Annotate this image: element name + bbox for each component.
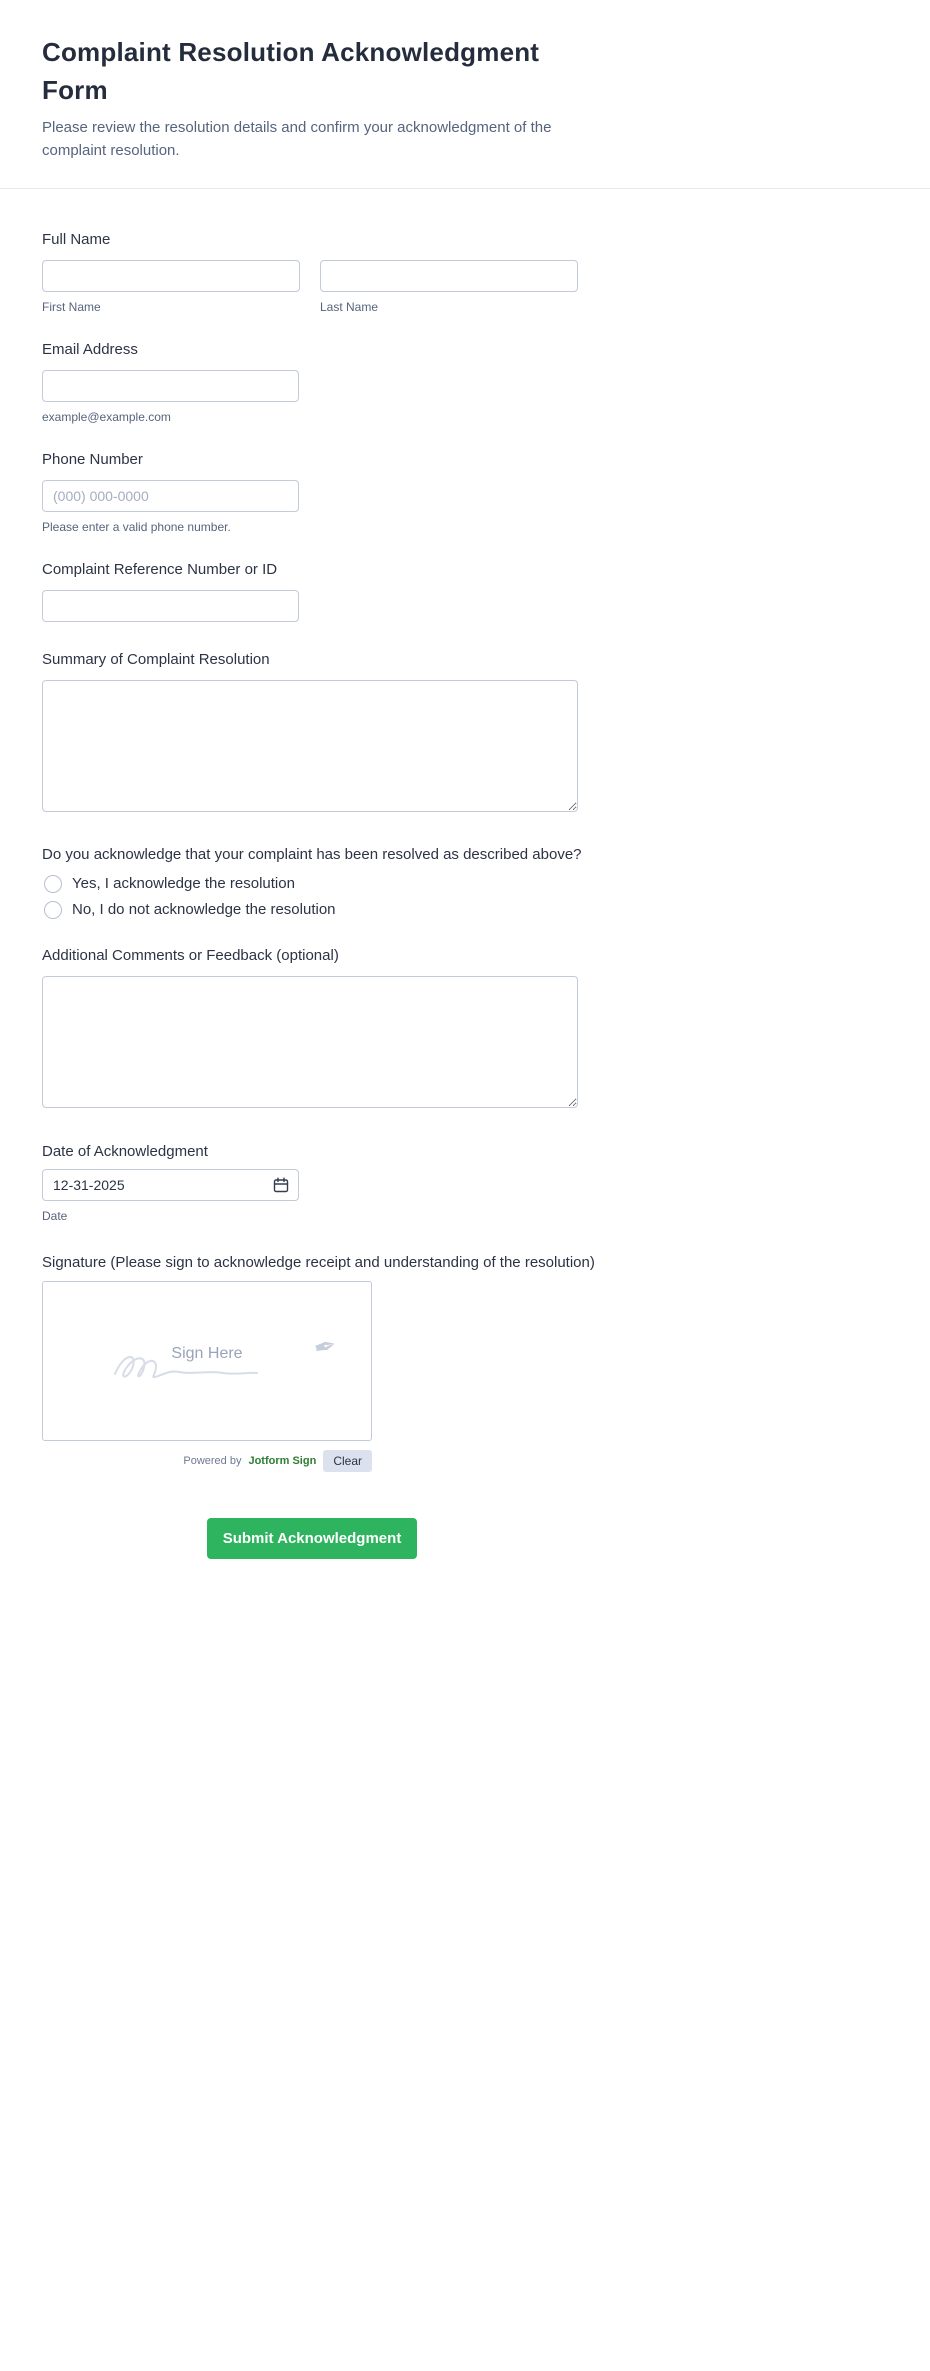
field-phone (42, 451, 888, 534)
form-body (0, 189, 930, 1583)
clear-signature-button[interactable]: Clear (323, 1450, 372, 1472)
signature-footer (42, 1450, 372, 1472)
first-name-sublabel: First Name (42, 300, 101, 315)
date-label: Date of Acknowledgment (42, 1143, 208, 1161)
date-sublabel: Date (42, 1209, 68, 1224)
jotform-sign-brand: Jotform Sign (248, 1455, 317, 1468)
radio-option-no[interactable] (42, 897, 888, 923)
phone-input[interactable] (42, 480, 299, 512)
summary-textarea[interactable] (42, 680, 578, 812)
field-full-name (42, 231, 888, 314)
calendar-icon[interactable] (271, 1175, 291, 1195)
form-title: Complaint Resolution Acknowledgment Form (42, 37, 540, 105)
email-sublabel: example@example.com (42, 410, 171, 425)
field-date (42, 1143, 888, 1223)
last-name-subfield (320, 260, 578, 314)
signature-label: Signature (Please sign to acknowledge receipt and understanding of the resolution) (42, 1254, 595, 1272)
comments-textarea[interactable] (42, 976, 578, 1108)
field-comments (42, 947, 888, 1113)
field-signature (42, 1254, 888, 1472)
radio-button-icon[interactable] (44, 901, 62, 919)
form-subtitle: Please review the resolution details and confirm your acknowledgment of the complaint resolution. (42, 119, 552, 159)
submit-button[interactable]: Submit Acknowledgment (207, 1518, 418, 1559)
full-name-label: Full Name (42, 231, 111, 249)
phone-label: Phone Number (42, 451, 143, 469)
first-name-input[interactable] (42, 260, 300, 292)
radio-option-yes[interactable] (42, 871, 888, 897)
field-summary (42, 651, 888, 817)
summary-label: Summary of Complaint Resolution (42, 651, 270, 669)
reference-label: Complaint Reference Number or ID (42, 561, 278, 579)
date-input[interactable] (42, 1169, 299, 1201)
field-reference (42, 561, 888, 622)
pen-icon: ✒ (310, 1330, 341, 1365)
form-header (0, 0, 930, 188)
field-email (42, 341, 888, 424)
date-input-wrapper (42, 1169, 299, 1201)
powered-by-text: Powered by (183, 1455, 242, 1468)
last-name-sublabel: Last Name (320, 300, 379, 315)
comments-label: Additional Comments or Feedback (optional) (42, 947, 339, 965)
signature-pad[interactable] (42, 1281, 372, 1441)
sign-here-placeholder: Sign Here (171, 1345, 243, 1363)
name-row (42, 260, 578, 314)
radio-option-no-label: No, I do not acknowledge the resolution (72, 901, 336, 919)
field-acknowledgment (42, 846, 888, 923)
last-name-input[interactable] (320, 260, 578, 292)
first-name-subfield (42, 260, 300, 314)
acknowledgment-radio-group (42, 871, 888, 923)
email-input[interactable] (42, 370, 299, 402)
reference-input[interactable] (42, 590, 299, 622)
radio-button-icon[interactable] (44, 875, 62, 893)
email-label: Email Address (42, 341, 138, 359)
radio-option-yes-label: Yes, I acknowledge the resolution (72, 875, 295, 893)
submit-row (42, 1518, 582, 1583)
acknowledgment-question-label: Do you acknowledge that your complaint has been resolved as described above? (42, 846, 582, 864)
phone-sublabel: Please enter a valid phone number. (42, 520, 231, 535)
